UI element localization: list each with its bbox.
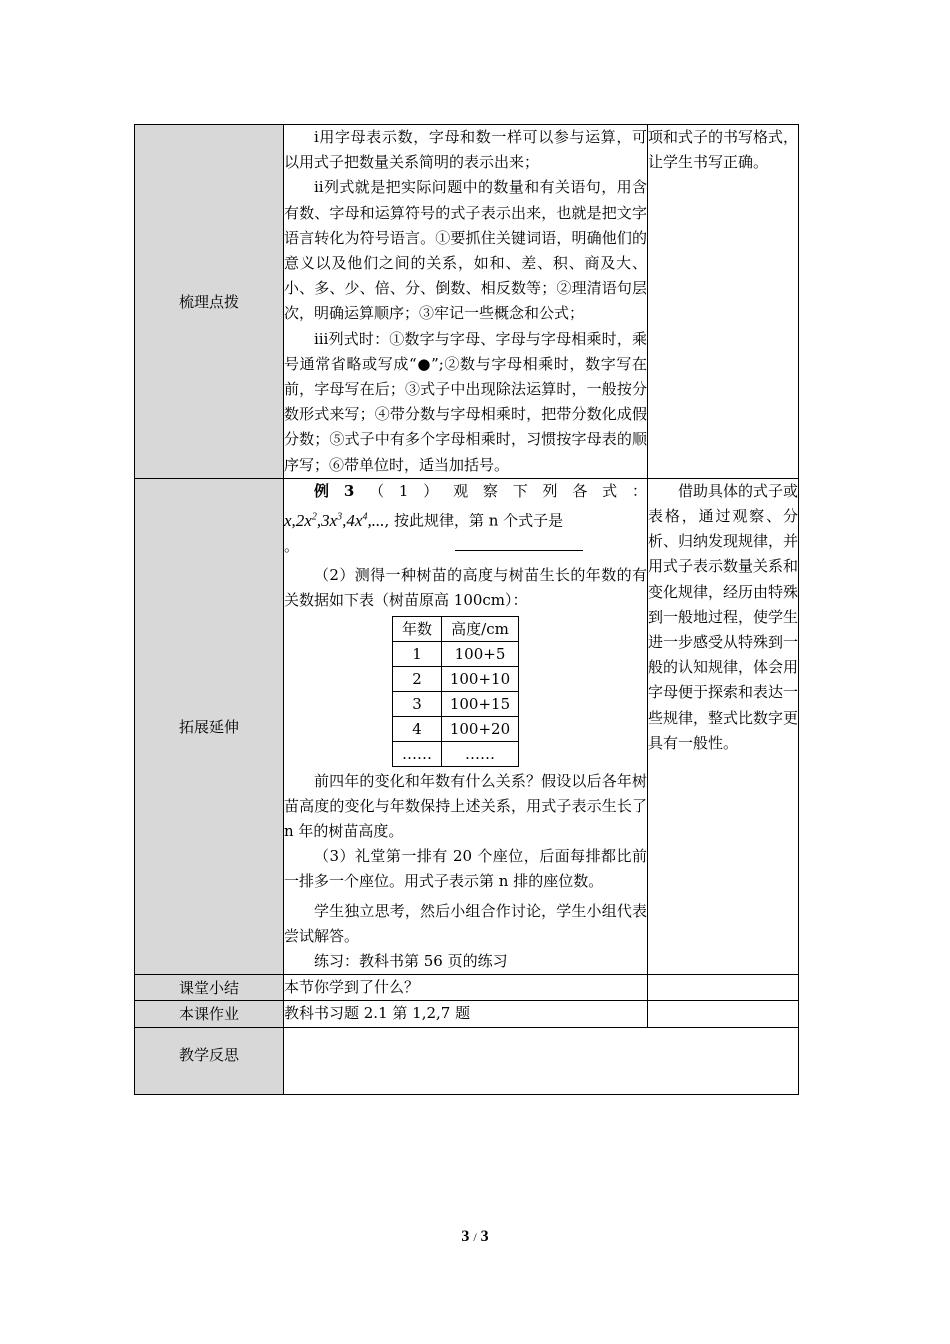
extension-side-text: 借助具体的式子或表格，通过观察、分析、归纳发现规律，并用式子表示数量关系和变化规律，经历由特殊到一般地过程，使学生进一步感受从特殊到一般的认知规律，体会用字母便于探索和表达一些规律，整式比数字更具有一般性。 — [648, 481, 799, 752]
table-cell: 100+20 — [442, 716, 519, 741]
formula-exponent: 2 — [311, 511, 317, 523]
reflection-content — [284, 1027, 799, 1094]
page-total: 3 — [480, 1228, 489, 1245]
practice-note: 练习：教科书第 56 页的练习 — [314, 951, 508, 970]
table-row — [393, 741, 519, 766]
row-reflection — [135, 1027, 799, 1094]
sorting-side-note — [648, 125, 799, 479]
table-header-cell: 高度/cm — [442, 616, 519, 641]
example-title: 例3 — [314, 481, 355, 500]
sorting-content — [284, 125, 648, 479]
sequence-formula — [284, 511, 384, 530]
discussion-note: 学生独立思考，然后小组合作讨论，学生小组代表尝试解答。 — [284, 901, 647, 945]
example-3-formula-line — [284, 504, 647, 534]
formula-part: ,4x — [342, 510, 363, 530]
summary-side — [648, 975, 799, 1001]
table-cell: 100+5 — [442, 641, 519, 666]
row-label-reflection: 教学反思 — [135, 1027, 284, 1094]
example-3-question-1 — [284, 479, 647, 504]
sorting-para-ii: ⅱ列式就是把实际问题中的数量和有关语句，用含有数、字母和运算符号的式子表示出来，也就是把文字语言转化为符号语言。①要抓住关键词语，明确他们的意义以及他们之间的关系，如和、差、积、商及大、小、多、少、倍、分、倒数、相反数等；②理清语句层次，明确运算顺序；③牢记一些概念和公式； — [284, 178, 647, 323]
row-homework — [135, 1001, 799, 1027]
table-cell: …… — [393, 741, 442, 766]
formula-part: ,3x — [316, 510, 338, 530]
table-header-row — [393, 616, 519, 641]
example-3-question-3: （3）礼堂第一排有 20 个座位，后面每排都比前一排多一个座位。用式子表示第 n 排的座位数。 — [284, 847, 647, 891]
example-3-question-2-tail: 前四年的变化和年数有什么关系？假设以后各年树苗高度的变化与年数保持上述关系，用式子表示生长了 n 年的树苗高度。 — [284, 771, 647, 840]
table-cell: …… — [442, 741, 519, 766]
row-label-extension: 拓展延伸 — [135, 478, 284, 974]
page-separator: / — [473, 1230, 477, 1244]
example-q1-tail: , 按此规律，第 n 个式子是 — [384, 511, 564, 530]
homework-side — [648, 1001, 799, 1027]
row-label-summary: 课堂小结 — [135, 975, 284, 1001]
lesson-plan-table — [134, 124, 799, 1095]
homework-content: 教科书习题 2.1 第 1,2,7 题 — [284, 1001, 648, 1027]
row-label-homework: 本课作业 — [135, 1001, 284, 1027]
formula-part: ,... — [367, 510, 385, 530]
extension-side-note — [648, 478, 799, 974]
page-number — [0, 1228, 950, 1246]
sorting-para-i: ⅰ用字母表示数，字母和数一样可以参与运算，可以用式子把数量关系简明的表示出来； — [284, 128, 647, 172]
example-3-question-2: （2）测得一种树苗的高度与树苗生长的年数的有关数据如下表（树苗原高 100cm）： — [284, 566, 647, 610]
tree-height-table — [392, 616, 519, 767]
row-label-sorting: 梳理点拨 — [135, 125, 284, 479]
example-q1-text: （1）观察下列各式： — [354, 481, 648, 500]
table-cell: 100+15 — [442, 691, 519, 716]
page-current: 3 — [461, 1228, 470, 1245]
example-q1-end: 。 — [284, 536, 300, 555]
table-cell: 1 — [393, 641, 442, 666]
table-cell: 2 — [393, 666, 442, 691]
table-cell: 100+10 — [442, 666, 519, 691]
table-row — [393, 666, 519, 691]
row-summary — [135, 975, 799, 1001]
row-sorting — [135, 125, 799, 479]
lesson-plan-sheet — [134, 124, 798, 1095]
formula-part: x — [284, 510, 292, 530]
sorting-side-text: 项和式子的书写格式，让学生书写正确。 — [648, 128, 799, 172]
sorting-para-iii: ⅲ列式时：①数字与字母、字母与字母相乘时，乘号通常省略或写成“●”;②数与字母相乘时，数字写在前，字母写在后；③式子中出现除法运算时，一般按分数形式来写；④带分数与字母相乘时，把带分数化成假分数；⑤式子中有多个字母相乘时，习惯按字母表的顺序写；⑥带单位时，适当加括号。 — [284, 329, 647, 474]
table-row — [393, 716, 519, 741]
table-cell: 4 — [393, 716, 442, 741]
table-row — [393, 691, 519, 716]
summary-content: 本节你学到了什么？ — [284, 975, 648, 1001]
table-cell: 3 — [393, 691, 442, 716]
formula-part: ,2x — [291, 510, 312, 530]
example-3-answer-line — [284, 534, 647, 559]
table-row — [393, 641, 519, 666]
table-header-cell: 年数 — [393, 616, 442, 641]
answer-blank — [455, 536, 583, 551]
extension-content — [284, 478, 648, 974]
row-extension — [135, 478, 799, 974]
formula-exponent: 3 — [337, 511, 343, 523]
formula-exponent: 4 — [362, 511, 368, 523]
